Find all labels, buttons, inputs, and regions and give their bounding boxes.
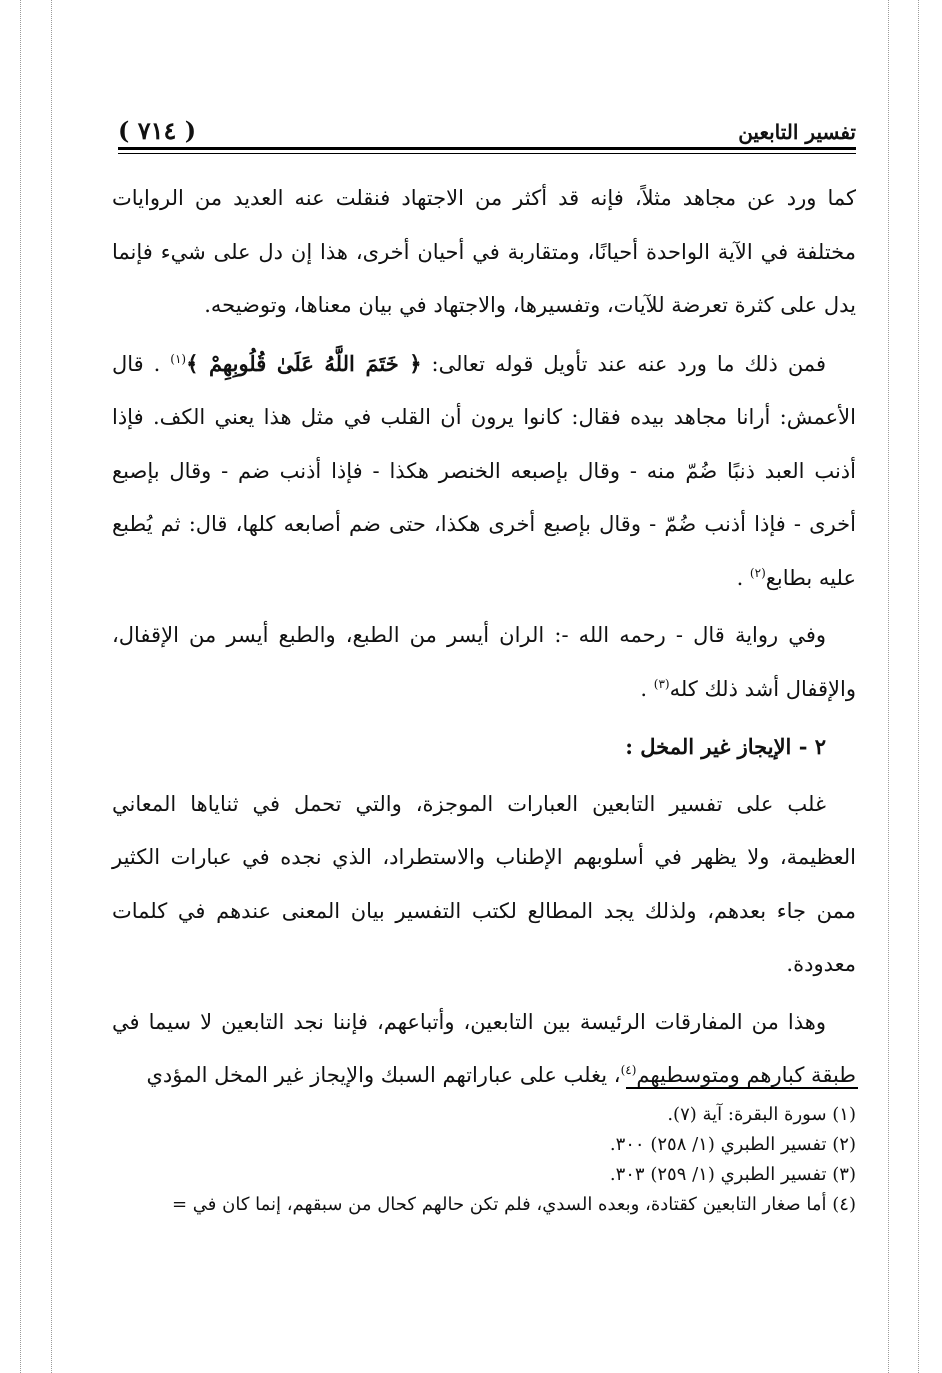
footnotes [86,1100,856,1220]
paragraph-text: وفي رواية قال - رحمه الله -: الران أيسر من الطبع، والطبع أيسر من الإقفال، والإقفال أشد ذلك كله [112,623,856,701]
margin-guide [888,0,889,1373]
paragraph-end: . [736,565,750,590]
page-header [118,112,856,146]
margin-guide [20,0,21,1373]
footnote-ref: (٣) [653,676,670,691]
margin-guide [51,0,52,1373]
paragraph-lead: فمن ذلك ما ورد عنه عند تأويل قوله تعالى: [421,351,826,376]
header-rule [118,147,856,150]
paragraph-end: ، يغلب على عباراتهم السبك والإيجاز غير المخل المؤدي [146,1063,621,1087]
footnote-ref: (٢) [749,565,766,580]
paragraph [112,609,856,716]
footnote: (٢) تفسير الطبري (١/ ٢٥٨) ٣٠٠. [609,1134,856,1155]
footnote-ref: (٤) [620,1063,637,1077]
paragraph-end: . [640,676,654,701]
paragraph-text: . قال الأعمش: أرانا مجاهد بيده فقال: كانوا يرون أن القلب في مثل هذا يعني الكف. فإذا أذنب العبد ذنبًا ضُمّ منه - وقال بإصبعه الخنصر هكذا - فإذا أذنب ضم - وقال بإصبع أخرى - فإذا أذنب ضُمّ - وقال بإصبع أخرى هكذا، حتى ضم أصابعه كلها، قال: ثم يُطبع عليه بطابع [112,351,856,590]
footnote-separator [626,1087,858,1089]
paragraph-text: وهذا من المفارقات الرئيسة بين التابعين، وأتباعهم، فإننا نجد التابعين لا سيما في طبقة كبارهم ومتوسطيهم [112,1009,856,1087]
paragraph [112,337,856,606]
quran-verse: ﴿ خَتَمَ اللَّهُ عَلَىٰ قُلُوبِهِمْ ﴾ [186,350,422,376]
paragraph: غلب على تفسير التابعين العبارات الموجزة، والتي تحمل في ثناياها المعاني العظيمة، ولا يظهر في أسلوبهم الإطناب والاستطراد، الذي نجده في عبارات الكثير ممن جاء بعدهم، ولذلك يجد المطالع لكتب التفسير بيان المعنى عندهم في كلمات معدودة. [112,791,856,976]
footnote-ref: (١) [170,351,187,366]
footnote: (٣) تفسير الطبري (١/ ٢٥٩) ٣٠٣. [609,1164,856,1185]
main-text [112,172,856,1103]
margin-guide [918,0,919,1373]
footnote: (١) سورة البقرة: آية (٧). [667,1104,856,1125]
page-number: ( ٧١٤ ) [118,116,197,145]
book-title: تفسير التابعين [738,120,856,144]
header-rule-thin [118,153,856,154]
section-heading: ٢ - الإيجاز غير المخل : [625,734,826,759]
footnote: (٤) أما صغار التابعين كقتادة، وبعده السدي، فلم تكن حالهم كحال من سبقهم، إنما كان في = [171,1194,856,1215]
paragraph: كما ورد عن مجاهد مثلاً، فإنه قد أكثر من الاجتهاد فنقلت عنه العديد من الروايات مختلفة في الآية الواحدة أحيانًا، ومتقاربة في أحيان أخرى، هذا إن دل على شيء فإنما يدل على كثرة تعرضة للآيات، وتفسيرها، والاجتهاد في بيان معناها، وتوضيحه. [112,186,856,317]
